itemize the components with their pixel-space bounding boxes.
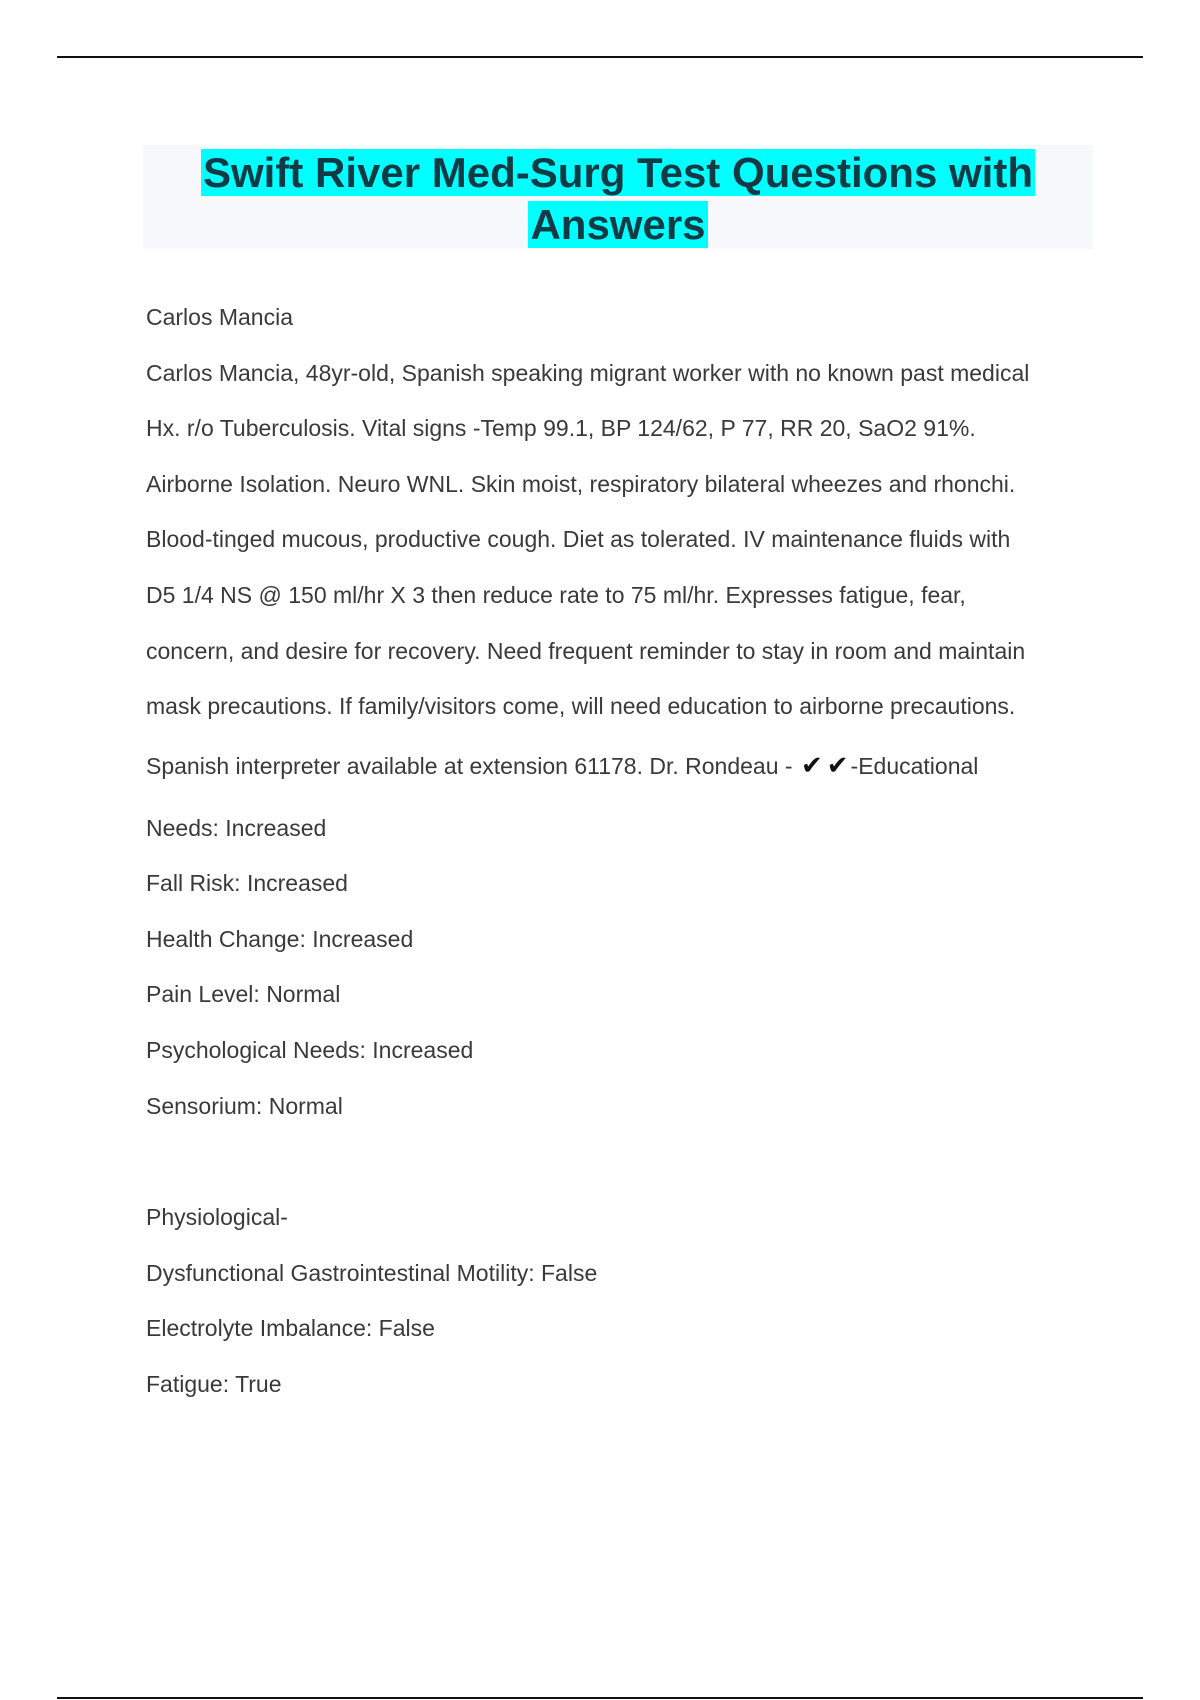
top-rule (57, 56, 1143, 58)
title-highlight: Swift River Med-Surg Test Questions with Answers (203, 149, 1033, 248)
patient-name: Carlos Mancia (146, 304, 293, 330)
paragraph-line: concern, and desire for recovery. Need frequent reminder to stay in room and maintain (146, 638, 1026, 664)
interpreter-text: Spanish interpreter available at extension 61178. Dr. Rondeau - (146, 753, 793, 779)
bottom-rule (57, 1697, 1143, 1699)
needs-item: Needs: Increased (146, 815, 327, 841)
physiological-item: Electrolyte Imbalance: False (146, 1315, 435, 1341)
educational-text: -Educational (850, 753, 979, 779)
needs-item: Health Change: Increased (146, 926, 414, 952)
physiological-heading: Physiological- (146, 1204, 288, 1230)
needs-item: Psychological Needs: Increased (146, 1037, 474, 1063)
needs-item: Pain Level: Normal (146, 981, 341, 1007)
paragraph-line: Blood-tinged mucous, productive cough. Diet as tolerated. IV maintenance fluids with (146, 526, 1011, 552)
needs-item: Fall Risk: Increased (146, 870, 348, 896)
title-box (143, 145, 1093, 249)
interpreter-line (146, 750, 978, 781)
paragraph-line: mask precautions. If family/visitors come, will need education to airborne precautions. (146, 693, 1016, 719)
physiological-item: Dysfunctional Gastrointestinal Motility: False (146, 1260, 598, 1286)
checkmark-icon: ✔ (800, 750, 823, 780)
needs-item: Sensorium: Normal (146, 1093, 343, 1119)
paragraph-line: Hx. r/o Tuberculosis. Vital signs -Temp 99.1, BP 124/62, P 77, RR 20, SaO2 91%. (146, 415, 976, 441)
page-title (143, 145, 1093, 251)
paragraph-line: Airborne Isolation. Neuro WNL. Skin moist, respiratory bilateral wheezes and rhonchi. (146, 471, 1016, 497)
physiological-item: Fatigue: True (146, 1371, 282, 1397)
paragraph-line: D5 1/4 NS @ 150 ml/hr X 3 then reduce rate to 75 ml/hr. Expresses fatigue, fear, (146, 582, 966, 608)
paragraph-line: Carlos Mancia, 48yr-old, Spanish speaking migrant worker with no known past medical (146, 360, 1030, 386)
checkmark-icon: ✔ (826, 750, 849, 780)
